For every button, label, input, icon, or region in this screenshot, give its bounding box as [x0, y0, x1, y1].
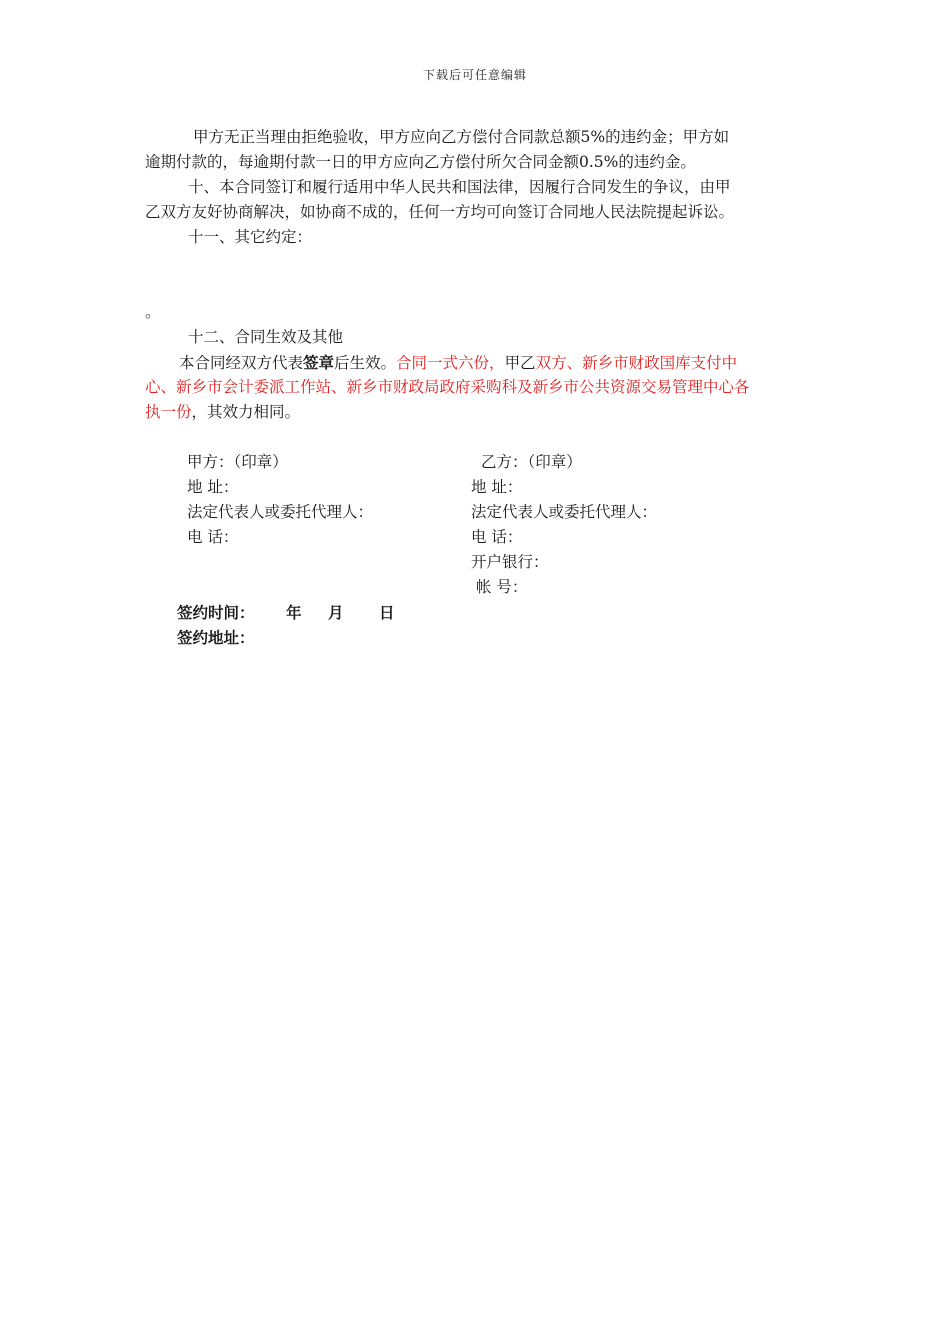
- party-a-title: 甲方：（印章）: [187, 453, 288, 471]
- party-a-address: 地 址：: [187, 478, 239, 496]
- party-b-title: 乙方：（印章）: [481, 453, 582, 471]
- signing-year: 年: [286, 603, 302, 622]
- para1-line1: 甲方无正当理由拒绝验收，甲方应向乙方偿付合同款总额5%的违约金；甲方如: [193, 128, 730, 146]
- party-b-address: 地 址：: [471, 478, 523, 496]
- para3-line3: [145, 400, 300, 425]
- party-a-phone: 电 话：: [187, 528, 239, 546]
- para3-text-a: 本合同经双方代表: [179, 354, 304, 372]
- para3-text-e: 甲乙: [504, 354, 536, 372]
- signing-day: 日: [379, 603, 395, 622]
- para3-red-copies: 合同一式六份，: [396, 354, 505, 372]
- para3-text-end: ，其效力相同。: [191, 403, 301, 421]
- party-b-phone: 电 话：: [471, 528, 523, 546]
- para2-line2: 乙双方友好协商解决，如协商不成的，任何一方均可向签订合同地人民法院提起诉讼。: [145, 203, 735, 221]
- stray-period: 。: [145, 303, 161, 321]
- party-b-account: 帐 号：: [476, 578, 528, 596]
- signing-time-label: 签约时间：: [177, 603, 255, 622]
- clause-11-heading: 十一、其它约定：: [188, 228, 313, 246]
- para3-line2: 心、新乡市会计委派工作站、新乡市财政局政府采购科及新乡市公共资源交易管理中心各: [145, 378, 750, 396]
- para2-line1: 十、本合同签订和履行适用中华人民共和国法律，因履行合同发生的争议，由甲: [188, 178, 731, 196]
- para3-text-c: 后生效。: [334, 354, 397, 372]
- signing-place-label: 签约地址：: [177, 628, 255, 647]
- party-b-bank: 开户银行：: [471, 553, 549, 571]
- signing-month: 月: [328, 603, 344, 622]
- clause-12-heading: 十二、合同生效及其他: [188, 328, 344, 346]
- para3-bold-seal: 签章: [303, 353, 335, 372]
- page-header: 下载后可任意编辑: [422, 68, 527, 82]
- para3-red-each: 执一份: [145, 403, 192, 421]
- party-a-rep: 法定代表人或委托代理人：: [187, 503, 374, 521]
- para3-line1: [179, 350, 737, 376]
- para3-red-parties: 双方、新乡市财政国库支付中: [535, 354, 738, 372]
- party-b-rep: 法定代表人或委托代理人：: [471, 503, 658, 521]
- para1-line2: 逾期付款的，每逾期付款一日的甲方应向乙方偿付所欠合同金额0.5%的违约金。: [145, 153, 696, 171]
